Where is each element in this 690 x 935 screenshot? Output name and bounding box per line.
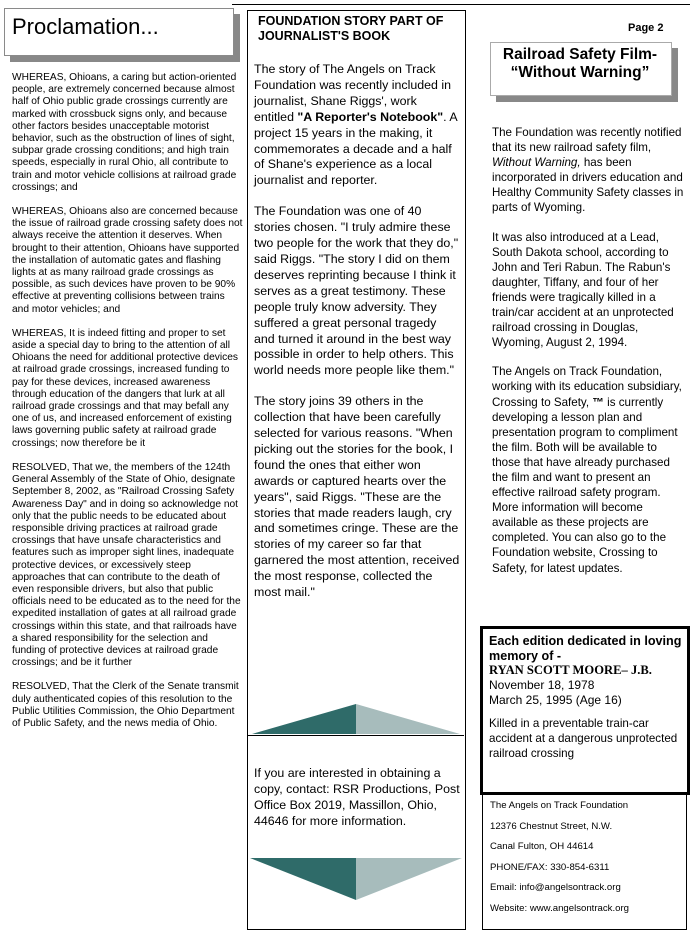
proclamation-text	[12, 72, 244, 742]
trademark-symbol: ™	[592, 395, 604, 409]
memorial-note: Killed in a preventable train-car accident at a dangerous unprotected railroad crossing	[489, 717, 678, 760]
film-paragraph-1-end: has been incorporated in drivers education and Healthy Community Safety classes in parts of Wyoming.	[492, 156, 684, 215]
memorial-death-date: March 25, 1995 (Age 16)	[489, 693, 622, 707]
film-name: Without Warning,	[492, 156, 581, 170]
divider-ornament-bottom-light	[356, 858, 462, 900]
contact-info	[254, 766, 460, 830]
proclamation-title: Proclamation...	[12, 14, 159, 39]
proclamation-paragraph-3: WHEREAS, It is indeed fitting and proper to set aside a special day to bring to the attention of all Ohioans the need for additional protective devices at railroad grade crossings, increased funding to pay for these devices, increased awareness through education of the dangers that lurk at all railroad grade crossings and that may befall any one of us, and increased enforcement of existing laws governing public safety at railroad grade crossings; now therefore be it	[12, 327, 238, 449]
film-paragraph-3-end: is currently developing a lesson plan and presentation program to compliment the film. Both will be available to those that have already purchased the film and want to present an effective railroad safety program. More information will become available as these projects are completed. You can also go to the Foundation website, Crossing to Safety, for latest updates.	[492, 395, 678, 575]
story-paragraph-3: The story joins 39 others in the collection that have been carefully selected for various reasons. "When picking out the stories for the book, I found the ones that either won awards or captured hearts over the years", said Riggs. "These are the stories that made readers laugh, cry and sometimes cringe. These are the stories of my career so far that garnered the most attention, received the most response, collected the most mail."	[254, 394, 460, 600]
page-number: Page 2	[628, 22, 664, 34]
film-paragraph-2: It was also introduced at a Lead, South Dakota school, according to John and Teri Rabun. The Rabun's daughter, Tiffany, and four of her friends were tragically killed in a train/car accident at an unprotected railroad crossing in Douglas, Wyoming, August 2, 1994.	[492, 230, 674, 350]
contact-text: If you are interested in obtaining a copy, contact: RSR Productions, Post Office Box 2019, Massillon, Ohio, 44646 for more information.	[254, 766, 460, 828]
proclamation-paragraph-1: WHEREAS, Ohioans, a caring but action-oriented people, are extremely concerned because almost half of Ohio public grade crossings currently are marked with crossbuck signs only, and because other factors besides unacceptable motorist behavior, such as the obstruction of lines of sight, subpar grade crossing conditions; and high train speeds, especially in rural Ohio, all contribute to train and motor vehicle collisions at railroad grade crossings; and	[12, 72, 237, 193]
story-paragraph-2: The Foundation was one of 40 stories chosen. "I truly admire these two people for the work that they do," said Riggs. "The story I did on them deserves reprinting because I think it serves as a great testimony. These people truly know adversity. They suffered a great personal tragedy and turned it around in the best way possible in order to help others. This world needs more people like them."	[254, 204, 459, 378]
foundation-address	[490, 800, 686, 923]
film-title-line-2: “Without Warning”	[510, 64, 650, 81]
proclamation-paragraph-2: WHEREAS, Ohioans also are concerned because the issue of railroad grade crossing safety does not always receive the attention it deserves. When brought to their attention, Ohioans have supported the installation of automatic gates and flashing lights at as many railroad grade crossings as possible, as such devices have proven to be 90% effective at preventing collisions between trains and motor vehicles; and	[12, 206, 243, 315]
film-paragraph-3	[492, 364, 688, 575]
divider-ornament-bottom-dark	[250, 858, 356, 900]
divider-ornament-top	[252, 704, 460, 734]
divider-ornament-bottom	[250, 858, 462, 900]
memorial-birth-date: November 18, 1978	[489, 678, 595, 692]
story-divider-line	[248, 735, 464, 736]
top-rule	[232, 4, 690, 5]
divider-ornament-top-dark	[252, 704, 356, 734]
story-paragraph-1	[254, 62, 460, 189]
memorial-heading: Each edition dedicated in loving memory of -	[489, 634, 682, 663]
address-org: The Angels on Track Foundation	[490, 800, 629, 811]
memorial-text	[489, 634, 685, 761]
film-paragraph-1-start: The Foundation was recently notified that its new railroad safety film,	[492, 126, 682, 155]
address-city: Canal Fulton, OH 44614	[490, 841, 594, 852]
address-street: 12376 Chestnut Street, N.W.	[490, 820, 613, 832]
proclamation-paragraph-4: RESOLVED, That we, the members of the 124th General Assembly of the State of Ohio, designate September 8, 2002, as "Railroad Crossing Safety Awareness Day" and in doing so acknowledge not only that the public needs to be educated about responsible driving practices at railroad grade crossings that have unsafe characteristics and features such as improper sight lines, inadequate protective devices, or excessively steep approaches that can contribute to the death of even responsible drivers, but also that public officials need to be educated as to the need for the expedited installation of gates at all railroad grade crossings within this state, and that railroads have a shared responsibility for the selection and funding of protective devices at railroad grade crossings; and be it further	[12, 461, 241, 669]
address-phone: PHONE/FAX: 330-854-6311	[490, 861, 610, 873]
film-paragraph-1	[492, 125, 688, 216]
address-website[interactable]: Website: www.angelsontrack.org	[490, 902, 629, 914]
book-title: "A Reporter's Notebook"	[297, 109, 444, 124]
story-text	[254, 62, 460, 616]
memorial-name: RYAN SCOTT MOORE– J.B.	[489, 663, 652, 677]
film-title-line-1: Railroad Safety Film-	[502, 46, 658, 63]
proclamation-paragraph-5: RESOLVED, That the Clerk of the Senate transmit duly authenticated copies of this resolution to the Public Utilities Commission, the Ohio Department of Public Safety, and the news media of Ohio.	[12, 681, 239, 729]
address-email[interactable]: Email: info@angelsontrack.org	[490, 882, 621, 893]
story-paragraph-1-end: . A project 15 years in the making, it commemorates a decade and a half of Shane's experience as a local journalist and reporter.	[254, 109, 457, 188]
story-heading: FOUNDATION STORY PART OF JOURNALIST'S BOOK	[258, 14, 444, 43]
story-paragraph-1-start: The story of The Angels on Track Foundation was recently included in journalist, Shane Riggs', work entitled	[254, 62, 451, 124]
divider-ornament-top-light	[356, 704, 460, 734]
film-paragraph-3-start: The Angels on Track Foundation, working with its education subsidiary, Crossing to Safety,	[492, 365, 682, 409]
film-article	[492, 125, 688, 590]
film-title	[490, 46, 670, 82]
